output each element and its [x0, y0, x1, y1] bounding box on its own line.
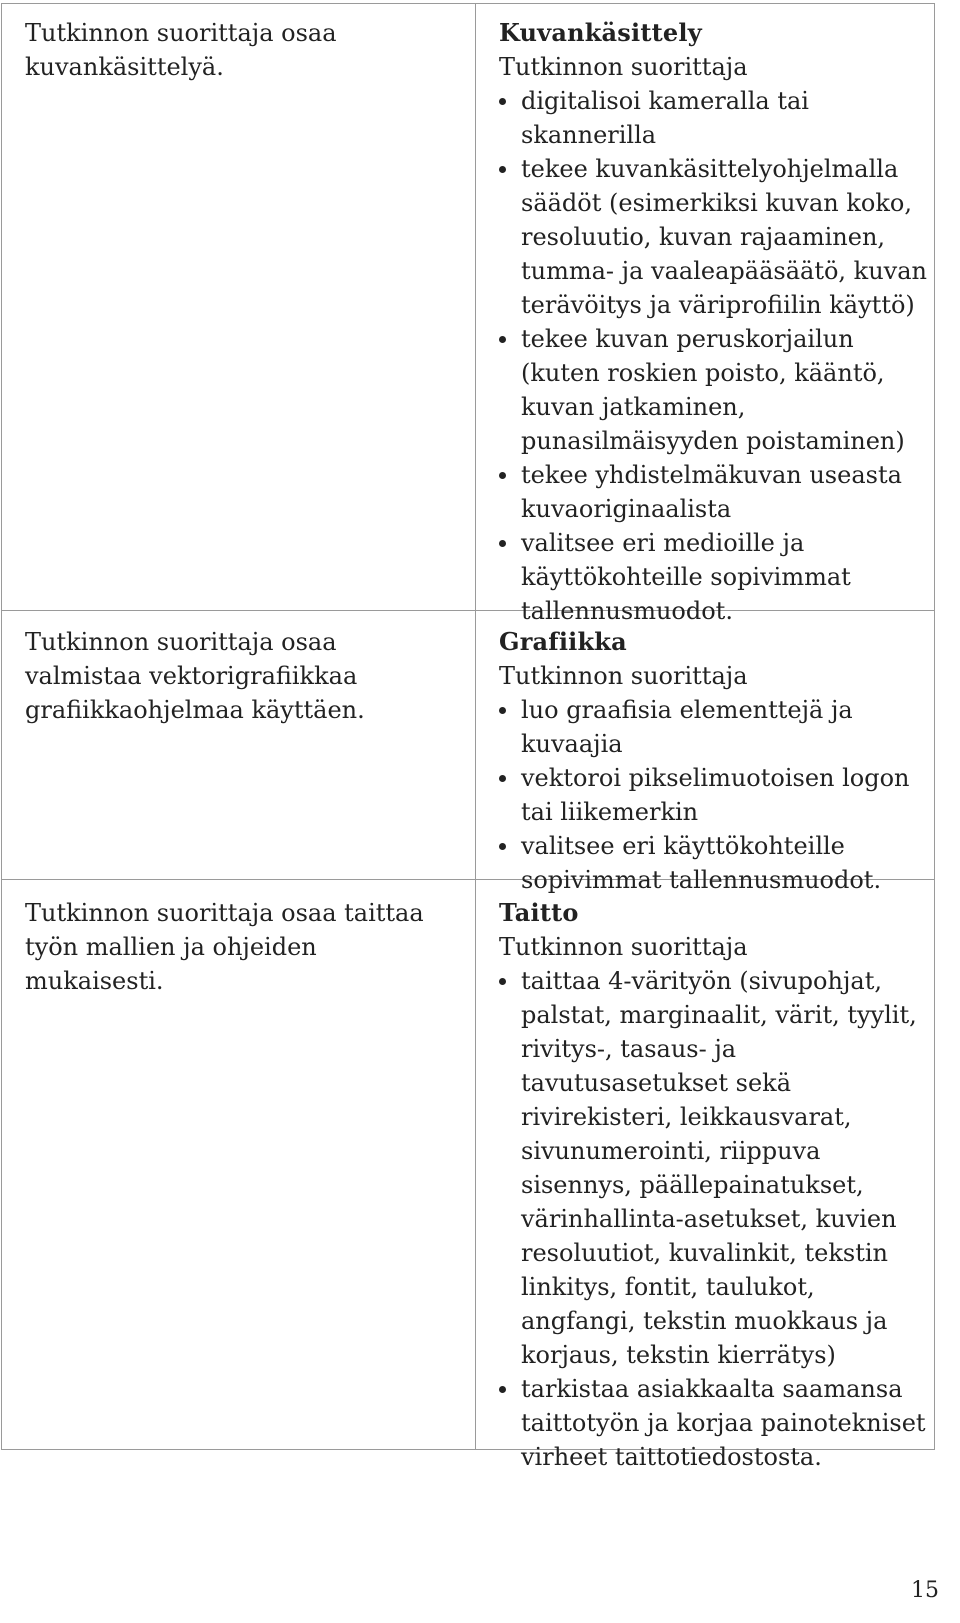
list-item: tekee kuvan peruskorjailun (kuten roskien poisto, kääntö, kuvan jatkaminen, punasilmäisyyden poistaminen)	[499, 322, 929, 458]
list-item: tekee kuvankäsittelyohjelmalla säädöt (esimerkiksi kuvan koko, resoluutio, kuvan rajaaminen, tumma- ja vaaleapääsäätö, kuvan terävöitys ja väriprofiilin käyttö)	[499, 152, 929, 322]
section-heading: Kuvankäsittely	[499, 18, 702, 47]
section-heading: Taitto	[499, 898, 579, 927]
section-heading: Grafiikka	[499, 627, 627, 656]
list-item: luo graafisia elementtejä ja kuvaajia	[499, 693, 929, 761]
goal-text: Tutkinnon suorittaja osaa kuvankäsittelyä.	[25, 19, 337, 81]
subject-text: Tutkinnon suorittaja	[499, 933, 748, 961]
list-item: vektoroi pikselimuotoisen logon tai liikemerkin	[499, 761, 929, 829]
list-item: tekee yhdistelmäkuvan useasta kuvaoriginaalista	[499, 458, 929, 526]
criteria-list	[499, 964, 929, 1474]
goal-text: Tutkinnon suorittaja osaa valmistaa vektorigrafiikkaa grafiikkaohjelmaa käyttäen.	[25, 628, 365, 724]
list-item: valitsee eri medioille ja käyttökohteille sopivimmat tallennusmuodot.	[499, 526, 929, 628]
column-divider	[475, 4, 476, 1449]
criteria-table	[1, 3, 935, 1471]
list-item: valitsee eri käyttökohteille sopivimmat tallennusmuodot.	[499, 829, 929, 897]
subject-text: Tutkinnon suorittaja	[499, 53, 748, 81]
criteria-cell	[499, 625, 929, 897]
criteria-cell	[499, 896, 929, 1474]
page-number: 15	[911, 1578, 939, 1603]
goal-text: Tutkinnon suorittaja osaa taittaa työn mallien ja ohjeiden mukaisesti.	[25, 899, 424, 995]
criteria-cell	[499, 16, 929, 628]
criteria-list	[499, 84, 929, 628]
list-item: tarkistaa asiakkaalta saamansa taittotyön ja korjaa painotekniset virheet taittotiedostosta.	[499, 1372, 929, 1474]
list-item: digitalisoi kameralla tai skannerilla	[499, 84, 929, 152]
criteria-list	[499, 693, 929, 897]
list-item: taittaa 4-värityön (sivupohjat, palstat, marginaalit, värit, tyylit, rivitys-, tasaus- ja tavutusasetukset sekä rivirekisteri, leikkausvarat, sivunumerointi, riippuva sisennys, päällepainatukset, värinhallinta-asetukset, kuvien resoluutiot, kuvalinkit, tekstin linkitys, fontit, taulukot, angfangi, tekstin muokkaus ja korjaus, tekstin kierrätys)	[499, 964, 929, 1372]
subject-text: Tutkinnon suorittaja	[499, 662, 748, 690]
